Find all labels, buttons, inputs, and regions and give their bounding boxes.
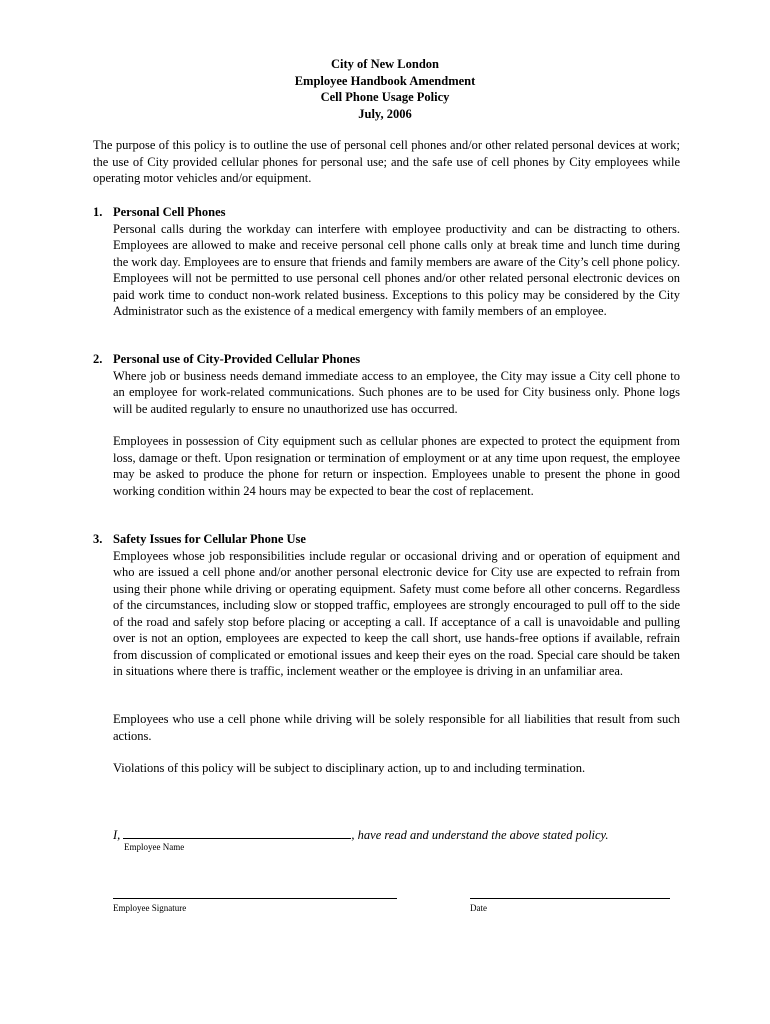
ack-prefix: I, bbox=[113, 828, 124, 842]
policy-title: Cell Phone Usage Policy bbox=[320, 90, 450, 104]
acknowledgement-line bbox=[113, 826, 609, 843]
policy-date: July, 2006 bbox=[358, 106, 412, 121]
employee-name-caption: Employee Name bbox=[124, 842, 185, 852]
document-header bbox=[0, 56, 770, 122]
intro-paragraph: The purpose of this policy is to outline the use of personal cell phones and/or other related personal devices at work; the use of City provided cellular phones for personal use; and the safe use of cell phones by City employees while operating motor vehicles and/or equipment. bbox=[93, 138, 680, 185]
section-heading: Personal Cell Phones bbox=[113, 205, 226, 219]
city-name: City of New London bbox=[331, 57, 439, 71]
section-heading: Personal use of City-Provided Cellular Phones bbox=[113, 352, 361, 366]
handbook-title: Employee Handbook Amendment bbox=[294, 73, 476, 88]
employee-signature-caption: Employee Signature bbox=[113, 903, 187, 913]
employee-signature-field[interactable] bbox=[113, 898, 397, 899]
ack-suffix: , have read and understand the above stated policy. bbox=[351, 828, 609, 842]
section-number: 2. bbox=[93, 352, 103, 366]
section-personal-cell-phones bbox=[93, 204, 680, 320]
section-safety-issues bbox=[93, 531, 680, 680]
section-heading: Safety Issues for Cellular Phone Use bbox=[113, 532, 306, 546]
violations-paragraph: Violations of this policy will be subject to disciplinary action, up to and including termination. bbox=[113, 761, 586, 775]
section-paragraph: Employees whose job responsibilities include regular or occasional driving and or operation of equipment and who are issued a cell phone and/or another personal electronic device for City use are expected to refrain from using their phone while driving or operating equipment. Safety must come before all other concerns. Regardless of the circumstances, including slow or stopped traffic, employees are strongly encouraged to pull off to the side of the road and safely stop before placing or accepting a call. If acceptance of a call is unavoidable and pulling over is not an option, employees are expected to keep the call short, use hands-free options if available, refrain from discussion of complicated or emotional issues and keep their eyes on the road. Special care should be taken in situations where there is traffic, inclement weather or the employee is driving in an unfamiliar area. bbox=[113, 548, 680, 678]
date-field[interactable] bbox=[470, 898, 670, 899]
date-caption: Date bbox=[470, 903, 487, 913]
section-city-provided-phones bbox=[93, 351, 680, 499]
section-number: 3. bbox=[93, 532, 103, 546]
liability-paragraph: Employees who use a cell phone while driving will be solely responsible for all liabilities that result from such actions. bbox=[113, 712, 680, 743]
section-number: 1. bbox=[93, 205, 103, 219]
section-paragraph: Employees in possession of City equipment such as cellular phones are expected to protect the equipment from loss, damage or theft. Upon resignation or termination of employment or at any time upon request, the employee may be asked to produce the phone for return or inspection. Employees unable to present the phone in good working condition within 24 hours may be expected to bear the cost of replacement. bbox=[113, 434, 680, 498]
section-paragraph: Where job or business needs demand immediate access to an employee, the City may issue a City cell phone to an employee for work-related communications. Such phones are to be used for City business only. Phone logs will be audited regularly to ensure no unauthorized use has occurred. bbox=[113, 368, 680, 416]
employee-name-field[interactable] bbox=[123, 826, 351, 839]
section-paragraph: Personal calls during the workday can interfere with employee productivity and can be distracting to others. Employees are allowed to make and receive personal cell phone calls only at break time and lunch time during the work day. Employees are to ensure that friends and family members are aware of the City’s cell phone policy. Employees will not be permitted to use personal cell phones and/or other related personal electronic devices on paid work time to conduct non-work related business. Exceptions to this policy may be considered by the City Administrator such as the existence of a medical emergency with family members of an employee. bbox=[113, 221, 680, 318]
